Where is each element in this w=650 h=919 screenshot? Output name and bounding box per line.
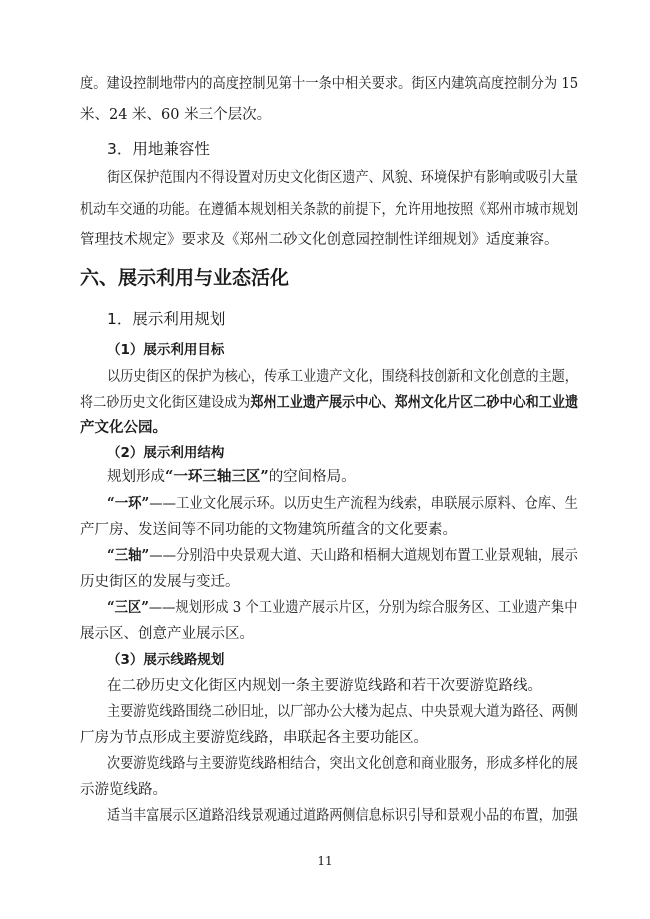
body-text-line: 产厂房、发送间等不同功能的文物建筑所蕴含的文化要素。	[80, 522, 457, 538]
body-text-line: 适当丰富展示区道路沿线景观通过道路两侧信息标识引导和景观小品的布置，加强	[107, 808, 578, 824]
emphasis-text-line: 产文化公园。	[80, 419, 167, 436]
emphasis-text: 郑州工业遗产展示中心、郑州文化片区二砂中心和工业遗	[250, 394, 579, 411]
body-text-line	[107, 598, 577, 618]
item-heading-display-structure: （2）展示利用结构	[107, 445, 225, 461]
body-text-line: 机动车交通的功能。在遵循本规划相关条款的前提下，允许用地按照《郑州市城市规划	[80, 202, 579, 218]
text-run: ——分别沿中央景观大道、天山路和梧桐大道规划布置工业景观轴，展示	[149, 548, 578, 564]
section-heading-six: 六、展示利用与业态活化	[80, 267, 290, 289]
text-run: ——规划形成 3 个工业遗产展示片区，分别为综合服务区、工业遗产集中	[148, 600, 578, 616]
page-number: 11	[317, 854, 333, 868]
emphasis-text: “三区”	[107, 599, 149, 616]
body-text-line: 以历史街区的保护为核心，传承工业遗产文化，围绕科技创新和文化创意的主题，	[107, 369, 578, 385]
body-text-line: 历史街区的发展与变迁。	[80, 574, 240, 590]
body-text-line: 米、24 米、60 米三个层次。	[80, 107, 272, 123]
body-text-line: 管理技术规定》要求及《郑州二砂文化创意园控制性详细规划》适度兼容。	[80, 232, 559, 248]
body-text-line	[107, 546, 578, 566]
text-run: 规划形成	[107, 469, 165, 485]
body-text-line	[80, 393, 578, 413]
body-text-line: 度。建设控制地带内的高度控制见第十一条中相关要求。街区内建筑高度控制分为 15	[80, 76, 579, 92]
text-run: 的空间格局。	[268, 469, 356, 485]
body-text-line: 示游览线路。	[80, 782, 167, 798]
item-heading-display-goal: （1）展示利用目标	[107, 342, 225, 358]
body-text-line: 厂房为节点形成主要游览线路，串联起各主要功能区。	[80, 730, 428, 746]
emphasis-text: “一环三轴三区”	[165, 468, 269, 485]
body-text-line: 次要游览线路与主要游览线路相结合，突出文化创意和商业服务，形成多样化的展	[107, 756, 578, 772]
body-text-line: 展示区、创意产业展示区。	[80, 626, 254, 642]
emphasis-text: “三轴”	[107, 547, 150, 564]
subsection-heading-land-compatibility: 3．用地兼容性	[107, 140, 210, 158]
emphasis-text: “一环”	[107, 495, 150, 512]
body-text-line	[107, 494, 578, 514]
subsection-heading-display-plan: 1．展示利用规划	[107, 310, 226, 328]
text-run: 将二砂历史文化街区建设成为	[80, 395, 251, 411]
body-text-line: 在二砂历史文化街区内规划一条主要游览线路和若干次要游览路线。	[107, 678, 542, 694]
item-heading-display-route: （3）展示线路规划	[107, 652, 225, 668]
body-text-line	[107, 467, 356, 487]
body-text-line: 街区保护范围内不得设置对历史文化街区遗产、风貌、环境保护有影响或吸引大量	[107, 170, 578, 186]
text-run: ——工业文化展示环。以历史生产流程为线索，串联展示原料、仓库、生	[149, 496, 578, 512]
body-text-line: 主要游览线路围绕二砂旧址，以厂部办公大楼为起点、中央景观大道为路径、两侧	[107, 704, 578, 720]
